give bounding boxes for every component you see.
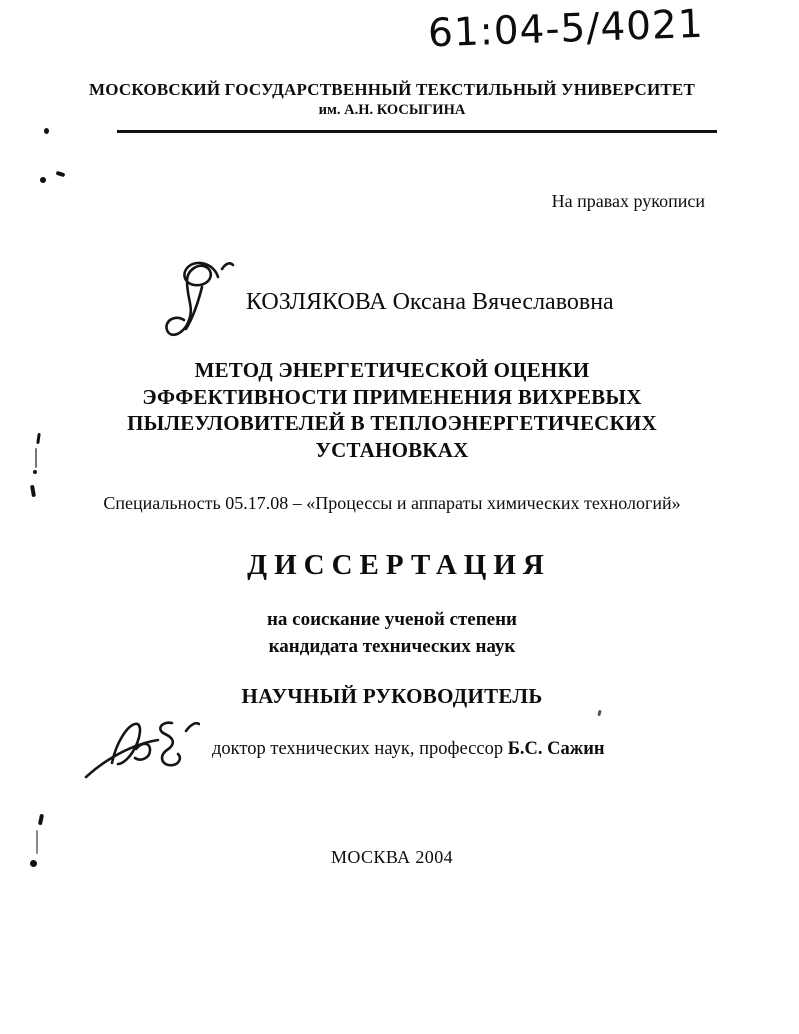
- university-name: МОСКОВСКИЙ ГОСУДАРСТВЕННЫЙ ТЕКСТИЛЬНЫЙ УНИВЕРСИТЕТ: [88, 80, 696, 99]
- manuscript-note: На правах рукописи: [551, 191, 705, 211]
- ink-mark: [30, 860, 37, 867]
- ink-mark: [40, 177, 46, 183]
- degree-block: [0, 606, 784, 660]
- supervisor-degree-text: доктор технических наук, профессор: [212, 738, 508, 759]
- supervisor-name: Б.С. Сажин: [507, 738, 605, 759]
- author-block: [158, 256, 614, 348]
- ink-mark: [35, 448, 37, 468]
- document-type: ДИССЕРТАЦИЯ: [247, 549, 551, 581]
- title-line: УСТАНОВКАХ: [315, 437, 469, 462]
- author-name: КОЗЛЯКОВА Оксана Вячеславовна: [246, 288, 614, 315]
- ink-mark: [56, 171, 66, 178]
- degree-line: на соискание ученой степени: [266, 609, 517, 630]
- title-line: МЕТОД ЭНЕРГЕТИЧЕСКОЙ ОЦЕНКИ: [194, 358, 590, 382]
- supervisor-line: [212, 739, 605, 760]
- title-line: ПЫЛЕУЛОВИТЕЛЕЙ В ТЕПЛОЭНЕРГЕТИЧЕСКИХ: [127, 411, 657, 435]
- title-line: ЭФФЕКТИВНОСТИ ПРИМЕНЕНИЯ ВИХРЕВЫХ: [142, 384, 642, 409]
- ink-mark: [33, 470, 37, 474]
- supervisor-block: [82, 710, 605, 788]
- ink-mark: [30, 485, 36, 498]
- header-divider: [117, 130, 717, 133]
- dissertation-title: [0, 357, 784, 463]
- degree-line: кандидата технических наук: [268, 636, 516, 657]
- specialty-line: Специальность 05.17.08 – «Процессы и аппараты химических технологий»: [103, 493, 681, 513]
- ink-mark: [36, 830, 38, 854]
- ink-mark: [44, 128, 49, 134]
- supervisor-heading: НАУЧНЫЙ РУКОВОДИТЕЛЬ: [241, 684, 543, 708]
- catalog-number: 61:04-5/4021: [427, 1, 705, 57]
- university-named-after: им. А.Н. КОСЫГИНА: [318, 102, 466, 118]
- ink-mark: [38, 814, 44, 826]
- city-year: МОСКВА 2004: [330, 847, 453, 867]
- supervisor-signature-icon: [82, 713, 200, 785]
- university-header: [0, 79, 784, 120]
- author-signature-icon: [158, 257, 236, 347]
